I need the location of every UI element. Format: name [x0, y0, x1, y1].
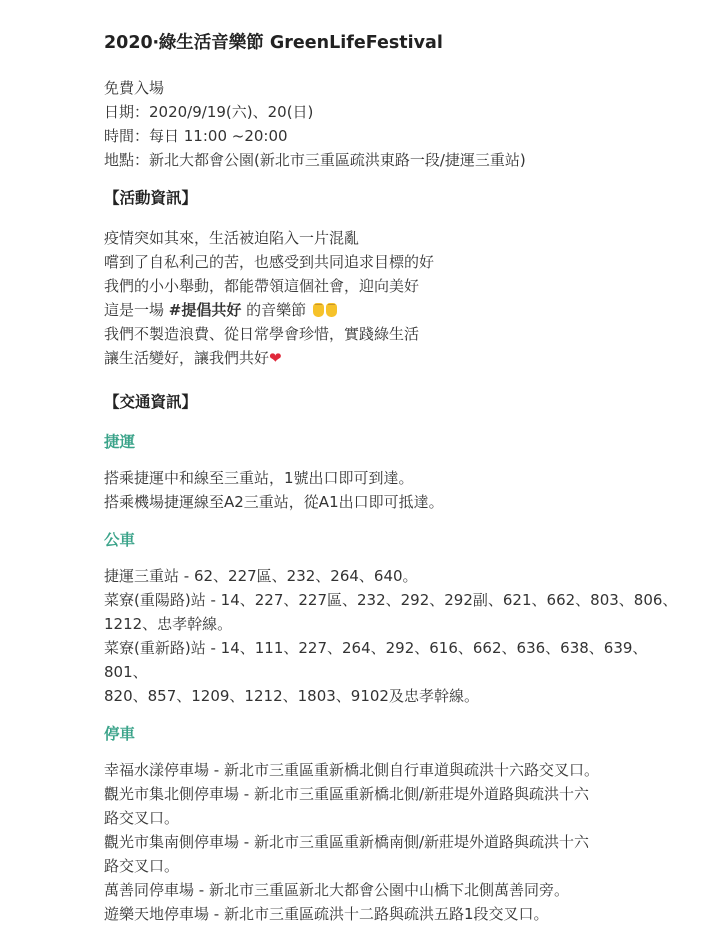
- page-title: 2020‧綠生活音樂節 GreenLifeFestival: [104, 33, 443, 53]
- parking-line: 路交叉口。: [104, 857, 180, 875]
- info-location: 地點：新北大都會公園(新北市三重區疏洪東路一段/捷運三重站): [104, 151, 526, 169]
- info-block: [104, 76, 680, 172]
- hashtag-text: #提倡共好: [168, 301, 242, 319]
- activity-line: 嚐到了自私利己的苦，也感受到共同追求目標的好: [104, 253, 435, 271]
- parking-line: 遊樂天地停車場 - 新北市三重區疏洪十二路與疏洪五路1段交叉口。: [104, 905, 549, 923]
- activity-line4-post: 的音樂節: [241, 301, 311, 319]
- bus-line: 820、857、1209、1212、1803、9102及忠孝幹線。: [104, 687, 479, 705]
- activity-line-hashtag: [104, 298, 680, 322]
- transport-heading: 【交通資訊】: [104, 393, 198, 411]
- activity-line-heart: [104, 346, 680, 370]
- clapping-hands-icon: [326, 303, 337, 317]
- info-date: 日期：2020/9/19(六)、20(日): [104, 103, 314, 121]
- parking-list: [104, 758, 680, 926]
- mrt-line: 搭乘機場捷運線至A2三重站，從A1出口即可抵達。: [104, 493, 444, 511]
- info-admission: 免費入場: [104, 79, 165, 97]
- mrt-heading: 捷運: [104, 433, 136, 451]
- heart-icon: ❤: [269, 349, 282, 367]
- parking-heading: 停車: [104, 725, 136, 743]
- bus-list: [104, 564, 680, 708]
- activity-heading: 【活動資訊】: [104, 189, 198, 207]
- parking-line: 路交叉口。: [104, 809, 180, 827]
- mrt-line: 搭乘捷運中和線至三重站，1號出口即可到達。: [104, 469, 414, 487]
- activity-line: 疫情突如其來，生活被迫陷入一片混亂: [104, 229, 360, 247]
- bus-line: 菜寮(重新路)站 - 14、111、227、264、292、616、662、636、638、639、801、: [104, 639, 648, 681]
- mrt-list: [104, 466, 680, 514]
- parking-line: 萬善同停車場 - 新北市三重區新北大都會公園中山橋下北側萬善同旁。: [104, 881, 569, 899]
- activity-line: 我們不製造浪費、從日常學會珍惜，實踐綠生活: [104, 325, 420, 343]
- activity-line: 我們的小小舉動，都能帶領這個社會，迎向美好: [104, 277, 420, 295]
- parking-line: 幸福水漾停車場 - 新北市三重區重新橋北側自行車道與疏洪十六路交叉口。: [104, 761, 599, 779]
- info-time: 時間：每日 11:00 ~20:00: [104, 127, 288, 145]
- activity-line4-pre: 這是一場: [104, 301, 169, 319]
- activity-line6-text: 讓生活變好，讓我們共好: [104, 349, 270, 367]
- parking-line: 觀光市集南側停車場 - 新北市三重區重新橋南側/新莊堤外道路與疏洪十六: [104, 833, 590, 851]
- clapping-hands-icon: [313, 303, 324, 317]
- bus-heading: 公車: [104, 531, 136, 549]
- bus-line: 菜寮(重陽路)站 - 14、227、227區、232、292、292副、621、662、803、806、: [104, 591, 678, 609]
- parking-line: 觀光市集北側停車場 - 新北市三重區重新橋北側/新莊堤外道路與疏洪十六: [104, 785, 590, 803]
- activity-paragraph: [104, 226, 680, 370]
- bus-line: 捷運三重站 - 62、227區、232、264、640。: [104, 567, 418, 585]
- bus-line: 1212、忠孝幹線。: [104, 615, 233, 633]
